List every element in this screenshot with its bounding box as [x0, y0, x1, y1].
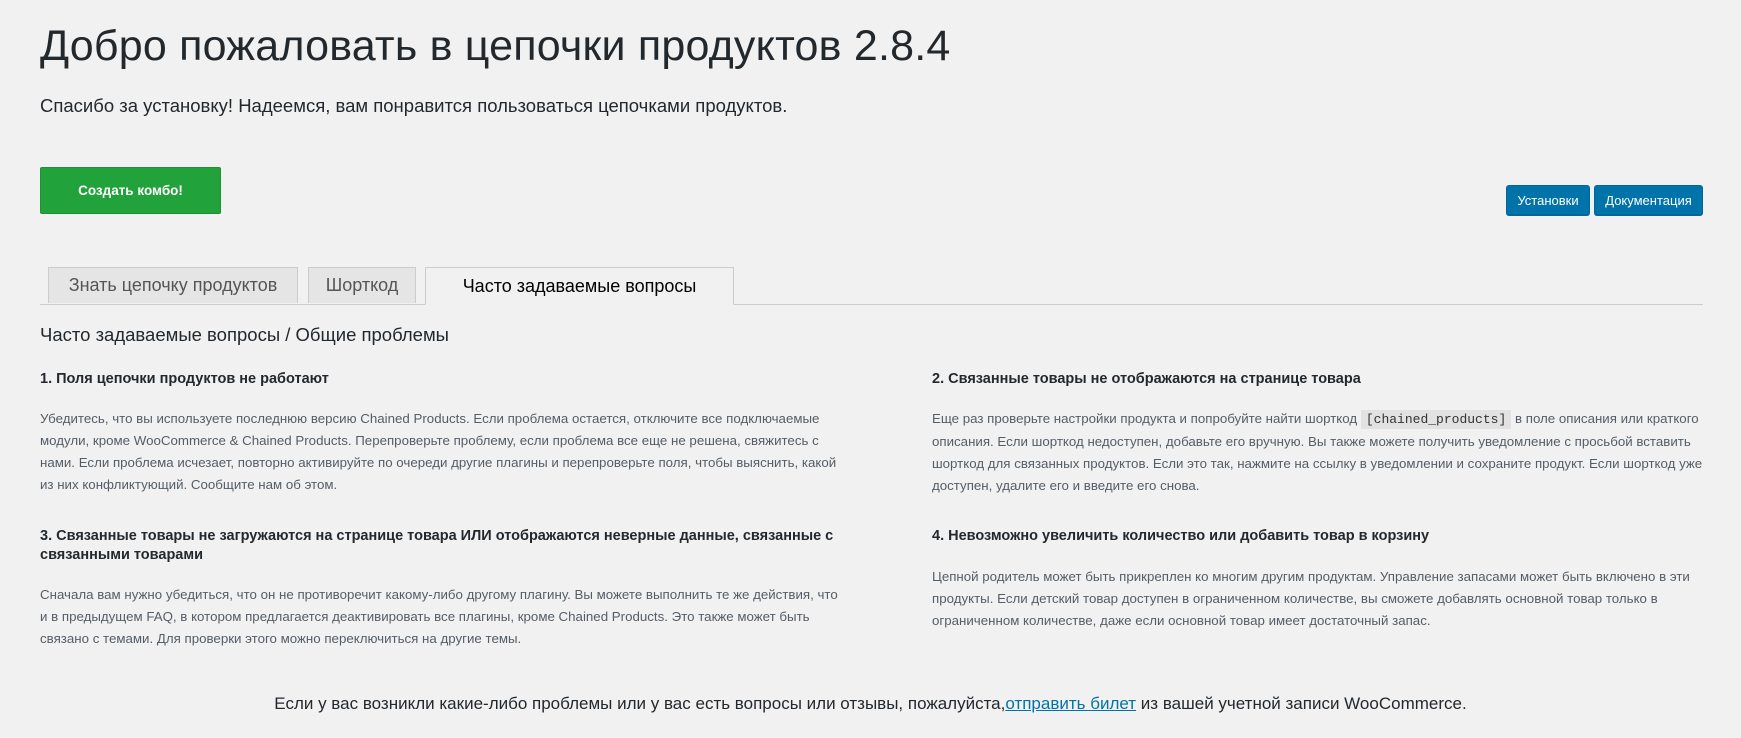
faq-question-4: 4. Невозможно увеличить количество или добавить товар в корзину: [932, 528, 1430, 544]
faq-answer-3: Сначала вам нужно убедиться, что он не противоречит какому-либо другому плагину. Вы можете выполнить те же действия, что и в предыдущем FAQ, в котором предлагается деактивировать все плагины, кроме Chained Products. Это также может быть связано с темами. Для проверки этого можно переключиться на другие темы.: [40, 587, 838, 646]
faq-answer-4: Цепной родитель может быть прикреплен ко многим другим продуктам. Управление запасами может быть включено в эти продукты. Если детский товар доступен в ограниченном количестве, вы сможете добавлять основной товар только в ограниченном количестве, даже если основной товар имеет достаточный запас.: [932, 569, 1690, 628]
page-subtitle: Спасибо за установку! Надеемся, вам понравится пользоваться цепочками продуктов.: [40, 95, 788, 116]
create-combo-button[interactable]: Создать комбо!: [40, 167, 221, 214]
faq-answer-2-text-pre: Еще раз проверьте настройки продукта и попробуйте найти шорткод: [932, 411, 1358, 426]
faq-answer-1: Убедитесь, что вы используете последнюю версию Chained Products. Если проблема остается, отключите все подключаемые модули, кроме WooCommerce & Chained Products. Перепроверьте проблему, если проблема все еще не решена, свяжитесь с нами. Если проблема исчезает, повторно активируйте по очереди другие плагины и перепроверьте поля, чтобы выяснить, какой из них конфликтующий. Сообщите нам об этом.: [40, 411, 837, 492]
footer-text-post: из вашей учетной записи WooCommerce.: [1136, 694, 1467, 713]
settings-button[interactable]: Установки: [1506, 185, 1590, 215]
faq-question-3: 3. Связанные товары не загружаются на странице товара ИЛИ отображаются неверные данные, связанные с связанными товарами: [40, 528, 834, 563]
faq-answer-2: [932, 408, 1722, 497]
shortcode-snippet: [chained_products]: [1361, 410, 1511, 429]
tab-shortcode[interactable]: Шорткод: [308, 267, 416, 303]
tab-faq[interactable]: Часто задаваемые вопросы: [425, 267, 734, 305]
submit-ticket-link[interactable]: отправить билет: [1005, 694, 1137, 713]
faq-answer-2-text-post: в поле описания или краткого описания. Если шорткод недоступен, добавьте его вручную. Вы также можете получить уведомление с просьбой вставить шорткод для связанных продуктов. Если это так, нажмите на ссылку в уведомлении и сохраните продукт. Если шорткод уже доступен, удалите его и введите его снова.: [932, 411, 1703, 493]
tab-bar: [40, 267, 1703, 305]
faq-question-1: 1. Поля цепочки продуктов не работают: [40, 371, 329, 387]
page-title: Добро пожаловать в цепочки продуктов 2.8.4: [40, 22, 951, 70]
footer-text-pre: Если у вас возникли какие-либо проблемы или у вас есть вопросы или отзывы, пожалуйста,: [274, 694, 1006, 713]
faq-question-2: 2. Связанные товары не отображаются на странице товара: [932, 371, 1361, 387]
documentation-button[interactable]: Документация: [1594, 185, 1703, 215]
support-footer: [0, 694, 1741, 714]
tab-know-chained-products[interactable]: Знать цепочку продуктов: [48, 267, 298, 303]
faq-heading: Часто задаваемые вопросы / Общие проблемы: [40, 324, 449, 345]
